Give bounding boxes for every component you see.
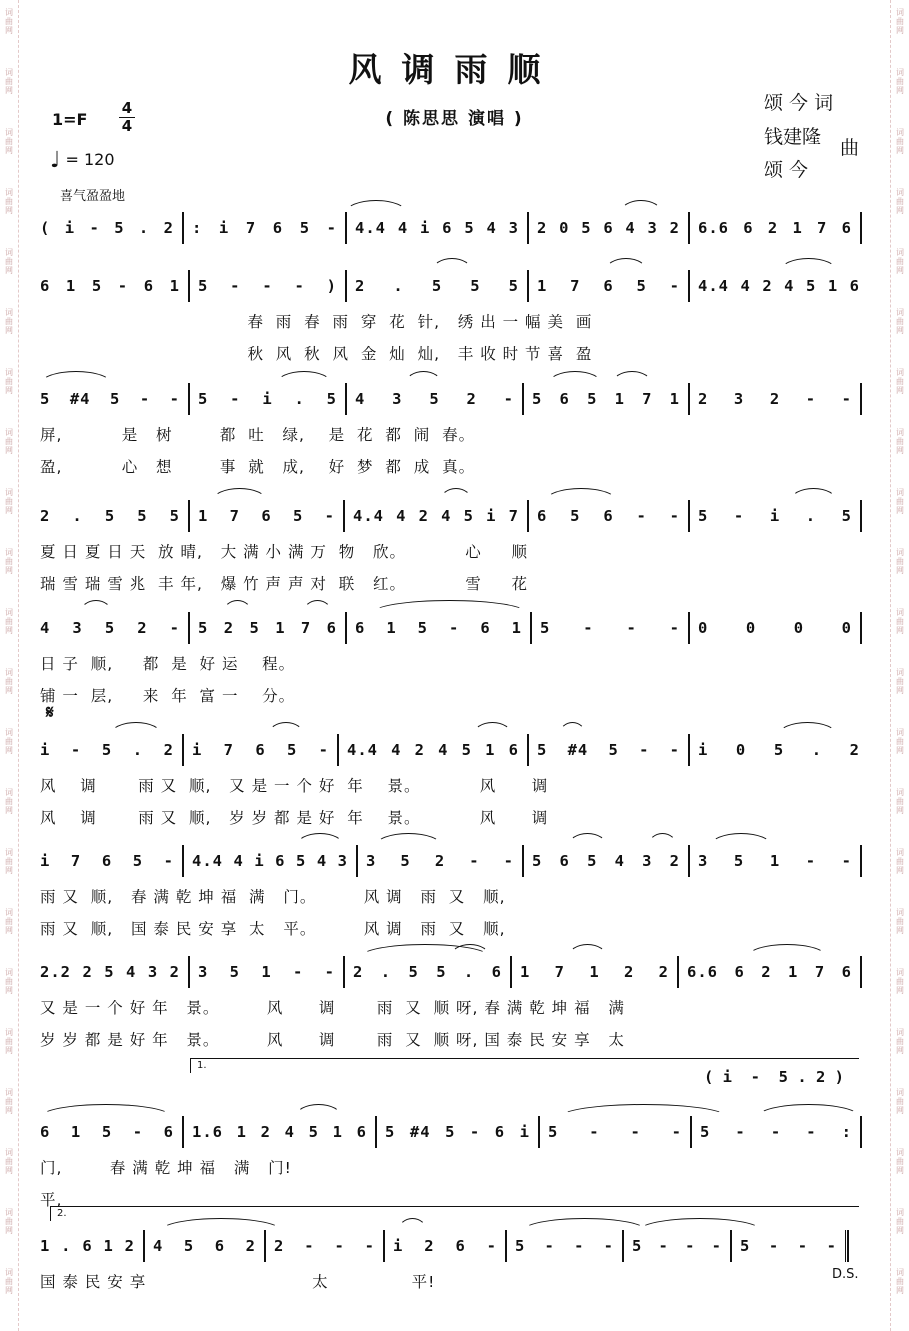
slur-mark — [778, 722, 837, 735]
watermark-mark: 词曲网 — [896, 668, 904, 695]
measure-notes: 2 - - - — [274, 1237, 375, 1255]
second-ending-bracket — [50, 1206, 859, 1221]
slur-mark — [473, 722, 512, 735]
barline — [860, 212, 862, 244]
watermark-mark: 词曲网 — [896, 548, 904, 575]
watermark-mark: 词曲网 — [896, 248, 904, 275]
left-watermark-strip — [0, 0, 19, 1331]
slur-mark — [710, 833, 772, 846]
watermark-mark: 词曲网 — [896, 968, 904, 995]
slur-mark — [548, 371, 602, 384]
slur-mark — [432, 258, 472, 271]
measure-notes: 6 1 5 - 6 — [40, 1123, 174, 1141]
lyric-line: 国 泰 民 安 享 太 平! — [40, 1273, 436, 1291]
watermark-mark: 词曲网 — [896, 848, 904, 875]
melody-row — [40, 845, 868, 877]
watermark-mark: 词曲网 — [896, 128, 904, 155]
slur-mark — [605, 258, 647, 271]
watermark-mark: 词曲网 — [896, 1088, 904, 1115]
slur-mark — [303, 600, 332, 613]
measure-notes: 2 0 5 6 4 3 2 — [537, 219, 680, 237]
measure-notes: 5 #4 5 - - — [40, 390, 180, 408]
slur-mark — [110, 722, 162, 735]
barline — [527, 270, 529, 302]
slur-mark — [223, 600, 252, 613]
barline — [688, 734, 690, 766]
composer-suffix: 曲 — [840, 137, 860, 159]
melody-row — [40, 500, 868, 532]
first-ending-label: 1. — [197, 1060, 207, 1071]
barline — [527, 500, 529, 532]
barline — [343, 956, 345, 988]
measure-notes: 1 . 6 1 2 — [40, 1237, 135, 1255]
measure-notes: ( i - 5 . 2 — [40, 219, 174, 237]
quarter-note-icon: ♩ — [50, 148, 61, 173]
barline — [182, 734, 184, 766]
lyric-line: 平, — [40, 1191, 63, 1209]
time-signature — [119, 100, 135, 135]
measure-notes: 5 6 5 1 7 1 — [532, 390, 680, 408]
lyric-line: 又 是 一 个 好 年 景。 风 调 雨 又 顺 呀, 春 满 乾 坤 福 满 — [40, 999, 625, 1017]
barline — [522, 383, 524, 415]
watermark-mark: 词曲网 — [896, 428, 904, 455]
watermark-mark: 词曲网 — [896, 1268, 904, 1295]
watermark-mark: 词曲网 — [5, 728, 13, 755]
measure-notes: i 2 6 - — [393, 1237, 497, 1255]
barline — [510, 956, 512, 988]
melody-row — [40, 383, 868, 415]
slur-mark — [372, 600, 527, 613]
watermark-mark: 词曲网 — [5, 308, 13, 335]
measure-notes: : i 7 6 5 - — [192, 219, 337, 237]
performer-line: ( 陈思思 演唱 ) — [385, 109, 524, 129]
slur-mark — [790, 488, 837, 501]
watermark-mark: 词曲网 — [896, 8, 904, 35]
watermark-mark: 词曲网 — [5, 188, 13, 215]
measure-notes: 5 - i . 5 — [198, 390, 337, 408]
repeat-pickup: ( i - 5 . 2 ) — [704, 1068, 844, 1086]
measure-notes: i 7 6 5 - — [192, 741, 329, 759]
melody-row — [40, 1230, 868, 1262]
watermark-mark: 词曲网 — [5, 908, 13, 935]
measure-notes: i 7 6 5 - — [40, 852, 174, 870]
second-ending-label: 2. — [57, 1208, 67, 1219]
slur-mark — [757, 1104, 860, 1117]
measure-notes: 2 . 5 5 5 — [40, 507, 180, 525]
measure-notes: 2 . 5 5 . 6 — [353, 963, 502, 981]
segno-icon: 𝄋 — [46, 702, 54, 723]
barline — [337, 734, 339, 766]
slur-mark — [80, 600, 112, 613]
melody-row — [40, 1116, 868, 1148]
measure-notes: 5 - - - : — [700, 1123, 852, 1141]
slur-mark — [620, 200, 662, 213]
watermark-mark: 词曲网 — [896, 728, 904, 755]
slur-mark — [440, 488, 472, 501]
lyric-line: 日 子 顺, 都 是 好 运 程。 — [40, 655, 296, 673]
measure-notes: 5 - - - — [548, 1123, 682, 1141]
watermark-mark: 词曲网 — [896, 68, 904, 95]
barline — [688, 270, 690, 302]
measure-notes: 2 3 2 - - — [698, 390, 852, 408]
measure-notes: 4.4 4 2 4 5 1 6 — [698, 277, 860, 295]
measure-notes: 5 - - - — [740, 1237, 837, 1255]
barline — [356, 845, 358, 877]
watermark-mark: 词曲网 — [896, 368, 904, 395]
slur-mark — [568, 833, 607, 846]
measure-notes — [870, 1123, 890, 1145]
barline — [345, 383, 347, 415]
measure-notes: i - 5 . 2 — [40, 741, 174, 759]
measure-notes: 1.6 1 2 4 5 1 6 — [192, 1123, 367, 1141]
measure-notes: 4.4 4 2 4 5 1 6 — [347, 741, 519, 759]
watermark-mark: 词曲网 — [896, 488, 904, 515]
lyric-line: 春 雨 春 雨 穿 花 针, 绣 出 一 幅 美 画 — [40, 313, 593, 331]
lyricist-credit: 颂 今 词 — [764, 92, 834, 114]
barline — [345, 270, 347, 302]
watermark-mark: 词曲网 — [896, 1028, 904, 1055]
lyric-line: 门, 春 满 乾 坤 福 满 门! — [40, 1159, 292, 1177]
barline — [538, 1116, 540, 1148]
melody-row — [40, 212, 868, 244]
watermark-mark: 词曲网 — [5, 1088, 13, 1115]
measure-notes: 2.2 2 5 4 3 2 — [40, 963, 180, 981]
lyric-line: 铺 一 层, 来 年 富 一 分。 — [40, 687, 296, 705]
measure-notes: 6 1 5 - 6 1 — [355, 619, 522, 637]
watermark-mark: 词曲网 — [896, 308, 904, 335]
barline — [688, 845, 690, 877]
slur-mark — [560, 1104, 727, 1117]
watermark-mark: 词曲网 — [5, 1208, 13, 1235]
watermark-mark: 词曲网 — [5, 848, 13, 875]
measure-notes: 6.6 6 2 1 7 6 — [687, 963, 852, 981]
barline — [860, 383, 862, 415]
watermark-mark: 词曲网 — [5, 428, 13, 455]
composer-credit-a: 钱建隆 — [764, 126, 822, 148]
watermark-mark: 词曲网 — [5, 1148, 13, 1175]
barline — [677, 956, 679, 988]
measure-notes: 5 - - - ) — [198, 277, 337, 295]
measure-notes: 6 5 6 - - — [537, 507, 680, 525]
lyric-line: 风 调 雨 又 顺, 又 是 一 个 好 年 景。 风 调 — [40, 777, 549, 795]
watermark-mark: 词曲网 — [896, 1208, 904, 1235]
measure-notes: 4 3 5 2 - — [355, 390, 514, 408]
watermark-mark: 词曲网 — [5, 68, 13, 95]
slur-mark — [612, 371, 652, 384]
measure-notes: 4.4 4 i 6 5 4 3 — [192, 852, 348, 870]
melody-row — [40, 956, 868, 988]
barline — [343, 500, 345, 532]
barline — [182, 1116, 184, 1148]
tempo-marking — [50, 148, 115, 173]
lyric-line: 秋 风 秋 风 金 灿 灿, 丰 收 时 节 喜 盈 — [40, 345, 593, 363]
watermark-mark: 词曲网 — [5, 128, 13, 155]
barline — [188, 500, 190, 532]
measure-notes: 5 - - - — [540, 619, 680, 637]
time-signature-bottom: 4 — [121, 117, 133, 135]
slur-mark — [40, 371, 112, 384]
slur-mark — [405, 371, 442, 384]
measure-notes: 4 5 6 2 — [153, 1237, 256, 1255]
measure-notes: 5 2 5 1 7 6 — [198, 619, 337, 637]
barline — [345, 212, 347, 244]
barline — [188, 956, 190, 988]
barline — [530, 612, 532, 644]
lyric-line: 岁 岁 都 是 好 年 景。 风 调 雨 又 顺 呀, 国 泰 民 安 享 太 — [40, 1031, 625, 1049]
measure-notes: 3 5 1 - - — [198, 963, 335, 981]
watermark-mark: 词曲网 — [5, 968, 13, 995]
watermark-mark: 词曲网 — [5, 1268, 13, 1295]
slur-mark — [568, 944, 607, 957]
composer-credit-b: 颂 今 — [764, 159, 809, 181]
dal-segno-marking: D.S. — [832, 1267, 859, 1282]
measure-notes: 3 5 2 - - — [366, 852, 514, 870]
watermark-mark: 词曲网 — [5, 488, 13, 515]
slur-mark — [296, 833, 344, 846]
lyric-line: 风 调 雨 又 顺, 岁 岁 都 是 好 年 景。 风 调 — [40, 809, 549, 827]
barline — [688, 212, 690, 244]
barline — [188, 270, 190, 302]
slur-mark — [268, 722, 304, 735]
watermark-mark: 词曲网 — [896, 1148, 904, 1175]
barline — [688, 612, 690, 644]
barline — [345, 612, 347, 644]
measure-notes: 5 #4 5 - 6 i — [385, 1123, 530, 1141]
watermark-mark: 词曲网 — [5, 248, 13, 275]
measure-notes: 5 - i . 5 — [698, 507, 852, 525]
watermark-mark: 词曲网 — [896, 908, 904, 935]
slur-mark — [545, 488, 617, 501]
measure-notes: 5 - - - — [515, 1237, 614, 1255]
barline — [527, 212, 529, 244]
slur-mark — [295, 1104, 342, 1117]
measure-notes: 1 7 6 5 - — [537, 277, 680, 295]
measure-notes: i 0 5 . 2 — [698, 741, 860, 759]
lyric-line: 雨 又 顺, 春 满 乾 坤 福 满 门。 风 调 雨 又 顺, — [40, 888, 506, 906]
song-title: 风调雨顺 — [348, 50, 561, 89]
watermark-mark: 词曲网 — [5, 788, 13, 815]
watermark-mark: 词曲网 — [896, 188, 904, 215]
key-signature: 1=F — [52, 110, 88, 129]
watermark-mark: 词曲网 — [5, 668, 13, 695]
melody-row — [40, 734, 868, 766]
measure-notes: 1 7 6 5 - — [198, 507, 335, 525]
measure-notes: 2 . 5 5 5 — [355, 277, 519, 295]
lyric-line: 屏, 是 树 都 吐 绿, 是 花 都 闹 春。 — [40, 426, 476, 444]
watermark-mark: 词曲网 — [896, 788, 904, 815]
right-watermark-strip — [890, 0, 909, 1331]
slur-mark — [375, 833, 442, 846]
measure-notes: 3 5 1 - - — [698, 852, 852, 870]
barline — [188, 383, 190, 415]
barline — [522, 845, 524, 877]
slur-mark — [780, 258, 837, 271]
measure-notes: 5 - - - — [632, 1237, 722, 1255]
barline — [860, 845, 862, 877]
slur-mark — [40, 1104, 172, 1117]
slur-mark — [212, 488, 267, 501]
barline — [375, 1116, 377, 1148]
measure-notes: 0 0 0 0 — [698, 619, 852, 637]
lyric-line: 瑞 雪 瑞 雪 兆 丰 年, 爆 竹 声 声 对 联 红。 雪 花 — [40, 575, 528, 593]
slur-mark — [559, 722, 586, 735]
barline — [182, 212, 184, 244]
watermark-mark: 词曲网 — [5, 1028, 13, 1055]
measure-notes — [40, 1237, 860, 1259]
measure-notes: 4.4 4 i 6 5 4 3 — [355, 219, 519, 237]
watermark-mark: 词曲网 — [5, 608, 13, 635]
measure-notes: 5 6 5 4 3 2 — [532, 852, 680, 870]
watermark-mark: 词曲网 — [5, 8, 13, 35]
melody-row — [40, 612, 868, 644]
measure-notes: 5 #4 5 - - — [537, 741, 680, 759]
lyric-line: 夏 日 夏 日 天 放 晴, 大 满 小 满 万 物 欣。 心 顺 — [40, 543, 528, 561]
barline — [527, 734, 529, 766]
barline — [860, 1116, 862, 1148]
measure-notes: 6 1 5 - 6 1 — [40, 277, 180, 295]
watermark-mark: 词曲网 — [5, 368, 13, 395]
measure-notes: 4 3 5 2 - — [40, 619, 180, 637]
measure-notes: 1 7 1 2 2 — [520, 963, 669, 981]
lyric-line: 雨 又 顺, 国 泰 民 安 享 太 平。 风 调 雨 又 顺, — [40, 920, 506, 938]
measure-notes: 4.4 4 2 4 5 i 7 — [353, 507, 519, 525]
melody-row — [40, 270, 868, 302]
tempo-value: = 120 — [65, 150, 115, 169]
barline — [688, 383, 690, 415]
time-signature-top: 4 — [121, 99, 133, 117]
slur-mark — [345, 200, 407, 213]
watermark-mark: 词曲网 — [5, 548, 13, 575]
slur-mark — [747, 944, 827, 957]
barline — [690, 1116, 692, 1148]
measure-notes: 6.6 6 2 1 7 6 — [698, 219, 852, 237]
barline — [860, 500, 862, 532]
barline — [182, 845, 184, 877]
expression-marking: 喜气盈盈地 — [60, 189, 126, 204]
slur-mark — [276, 371, 332, 384]
barline — [860, 956, 862, 988]
lyric-line: 盈, 心 想 事 就 成, 好 梦 都 成 真。 — [40, 458, 476, 476]
barline — [860, 612, 862, 644]
watermark-mark: 词曲网 — [896, 608, 904, 635]
slur-mark — [648, 833, 677, 846]
barline — [188, 612, 190, 644]
barline — [688, 500, 690, 532]
